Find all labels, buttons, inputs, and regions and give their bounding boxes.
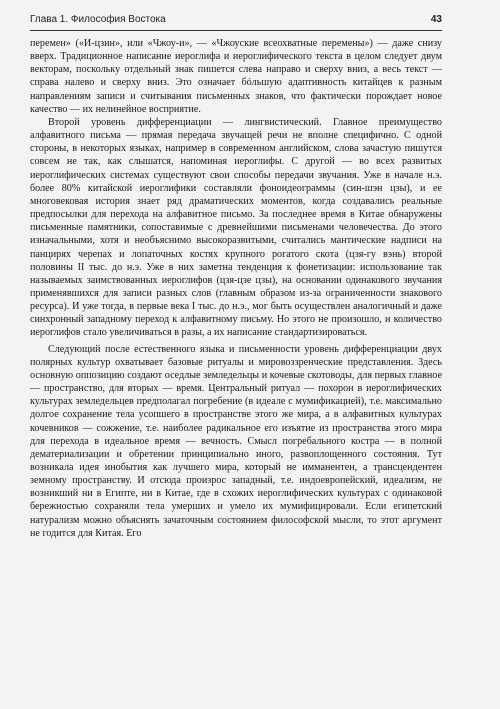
chapter-title: Глава 1. Философия Востока [30, 13, 166, 25]
body-text [30, 37, 442, 540]
page-number: 43 [430, 13, 442, 25]
paragraph-linguistic-level: Второй уровень дифференциации — лингвистический. Главное преимущество алфавитного письма — прямая передача звучащей речи не вполне специфично. С одной стороны, в некоторых языках, например в современном английском, слова зачастую пишутся совсем не так, как слышатся, напоминая иероглифы. С другой — во всех развитых иероглифических системах существуют свои способы передачи звучания. Уже в начале н.э. более 80% китайской иероглифики составляли фоноидеограммы (син-шэн цзы), и ее многовековая история знает ряд драматических моментов, когда создавались реальные предпосылки для перехода на алфавитное письмо. За последнее время в Китае обнаружены письменные памятники, сопоставимые с древнейшими письменами человечества. До этого изначальными, хотя и необъяснимо высокоразвитыми, считались мантические надписи на панцирях черепах и лопаточных костях крупного рогатого скота (цзя-гу вэнь) второй половины II тыс. до н.э. Уже в них заметна тенденция к фонетизации: использование так называемых заимствованных иероглифов (цзя-цзе цзы), на основании одинакового звучания применявшихся для записи разных слов (главным образом из-за ограниченности знакового ресурса). И уже тогда, в первые века I тыс. до н.э., мог быть осуществлен аналогичный и даже синхронный западному переход к алфавитному письму. Но этого не произошло, и количество иероглифов стало увеличиваться в разы, а их написание стандартизироваться. [30, 116, 442, 339]
paragraph-continuation: перемен» («И-цзин», или «Чжоу-и», — «Чжоуские всеохватные перемены») — даже снизу вверх. Традиционное написание иероглифа и иероглифического текста в целом следует двум векторам, поскольку отдельный знак пишется слева направо и сверху вниз, а весь текст — справа налево и сверху вниз. Это означает бóльшую адаптивность китайцев к разным направлениям записи и считывания письменных знаков, что фактически порождает новое качество — их нелинейное восприятие. [30, 38, 442, 115]
paragraph-ritual-level: Следующий после естественного языка и письменности уровень дифференциации двух полярных культур охватывает базовые ритуалы и мировоззренческие представления. Здесь основную оппозицию создают оседлые земледельцы и кочевые скотоводы, для первых главное — пространство, для вторых — время. Центральный ритуал — похорон в иероглифических культурах земледельцев предполагал погребение (в идеале с мумификацией), т.е. максимально долгое сохранение тела усопшего в пространстве этого же мира, а в алфавитных культурах кочевников — сожжение, т.е. наиболее радикальное его изъятие из пространства этого мира для перехода в идеальное время — вечность. Смысл погребального костра — в полной дематериализации и обретении принципиально иного, развоплощенного состояния. Тут возникала идея инобытия как лучшего мира, который не имманентен, а трансцендентен земному пространству. И отсюда произрос западный, т.е. индоевропейский, идеализм, не возникший ни в Египте, ни в Китае, где в схожих иероглифических культурах с одинаковой бережностью сохраняли тела умерших и умело их мумифицировали. Если египетский натурализм можно объяснять зачаточным состоянием философской мысли, то этот аргумент не годится для Китая. Его [30, 343, 442, 539]
running-header [30, 8, 442, 31]
